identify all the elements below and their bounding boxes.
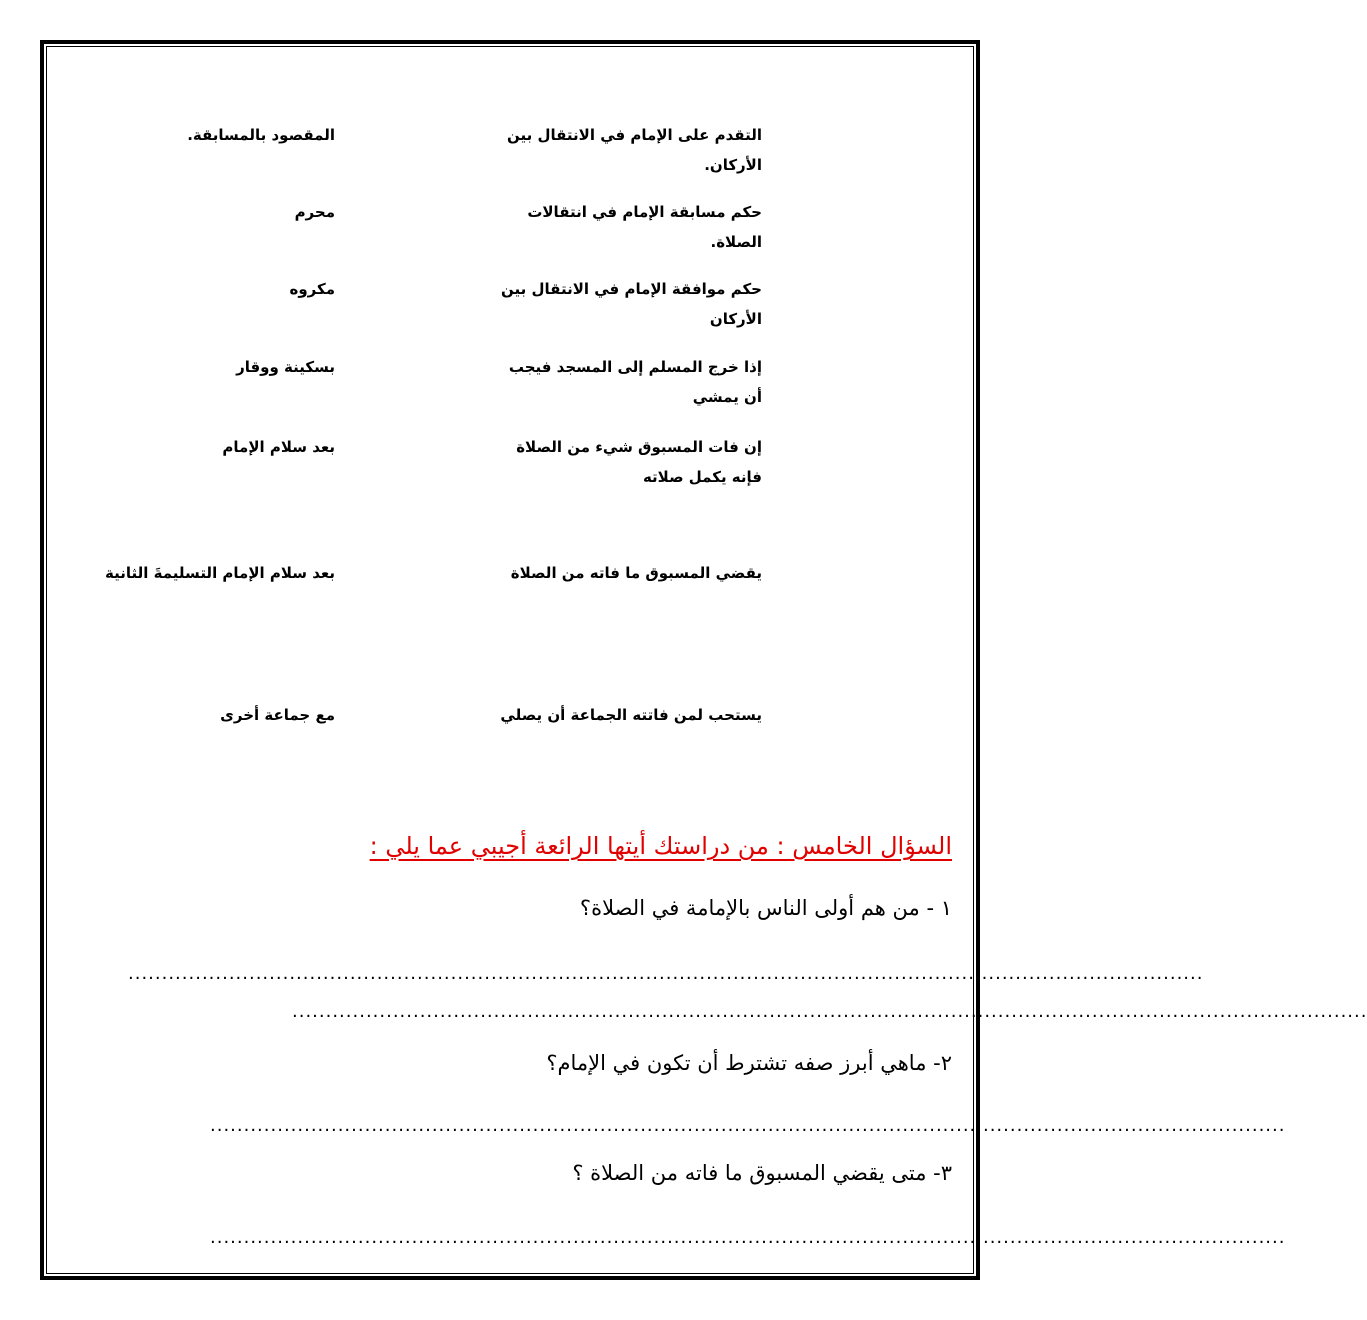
question-1: ١ - من هم أولى الناس بالإمامة في الصلاة؟: [579, 896, 952, 920]
row-1-answer: المقصود بالمسابقة.: [187, 126, 335, 144]
row-7-question: يستحب لمن فاتته الجماعة أن يصلي: [500, 706, 762, 724]
row-6-question: يقضي المسبوق ما فاته من الصلاة: [510, 564, 762, 582]
answer-line-3: ................................................................................................................................................................: [210, 1227, 1286, 1248]
row-3-answer: مكروه: [289, 280, 335, 298]
row-4-answer: بسكينة ووقار: [236, 358, 335, 376]
question-2: ٢- ماهي أبرز صفه تشترط أن تكون في الإمام؟: [546, 1051, 952, 1075]
row-5-question: إن فات المسبوق شيء من الصلاة فإنه يكمل صلاته: [516, 438, 762, 486]
row-2-answer: محرم: [294, 203, 335, 221]
answer-line-1b: ................................................................................................................................................................: [292, 1001, 1367, 1022]
row-2-question: حكم مسابقة الإمام في انتقالات الصلاة.: [527, 203, 762, 251]
row-4-question: إذا خرج المسلم إلى المسجد فيجب أن يمشي: [508, 358, 762, 406]
answer-line-2: ................................................................................................................................................................: [210, 1115, 1286, 1136]
row-6-answer: بعد سلام الإمام التسليمةَ الثانية: [105, 564, 335, 582]
row-7-answer: مع جماعة أخرى: [220, 706, 335, 724]
row-1-question: التقدم على الإمام في الانتقال بين الأركان.: [507, 126, 762, 174]
row-3-question: حكم موافقة الإمام في الانتقال بين الأركان: [501, 280, 762, 328]
section-heading-text: السؤال الخامس : من دراستك أيتها الرائعة أجيبي عما يلي :: [369, 832, 952, 860]
row-5-answer: بعد سلام الإمام: [222, 438, 335, 456]
answer-line-1a: ................................................................................................................................................................: [128, 963, 1204, 984]
question-3: ٣- متى يقضي المسبوق ما فاته من الصلاة ؟: [572, 1161, 952, 1185]
section-heading: [330, 826, 952, 866]
